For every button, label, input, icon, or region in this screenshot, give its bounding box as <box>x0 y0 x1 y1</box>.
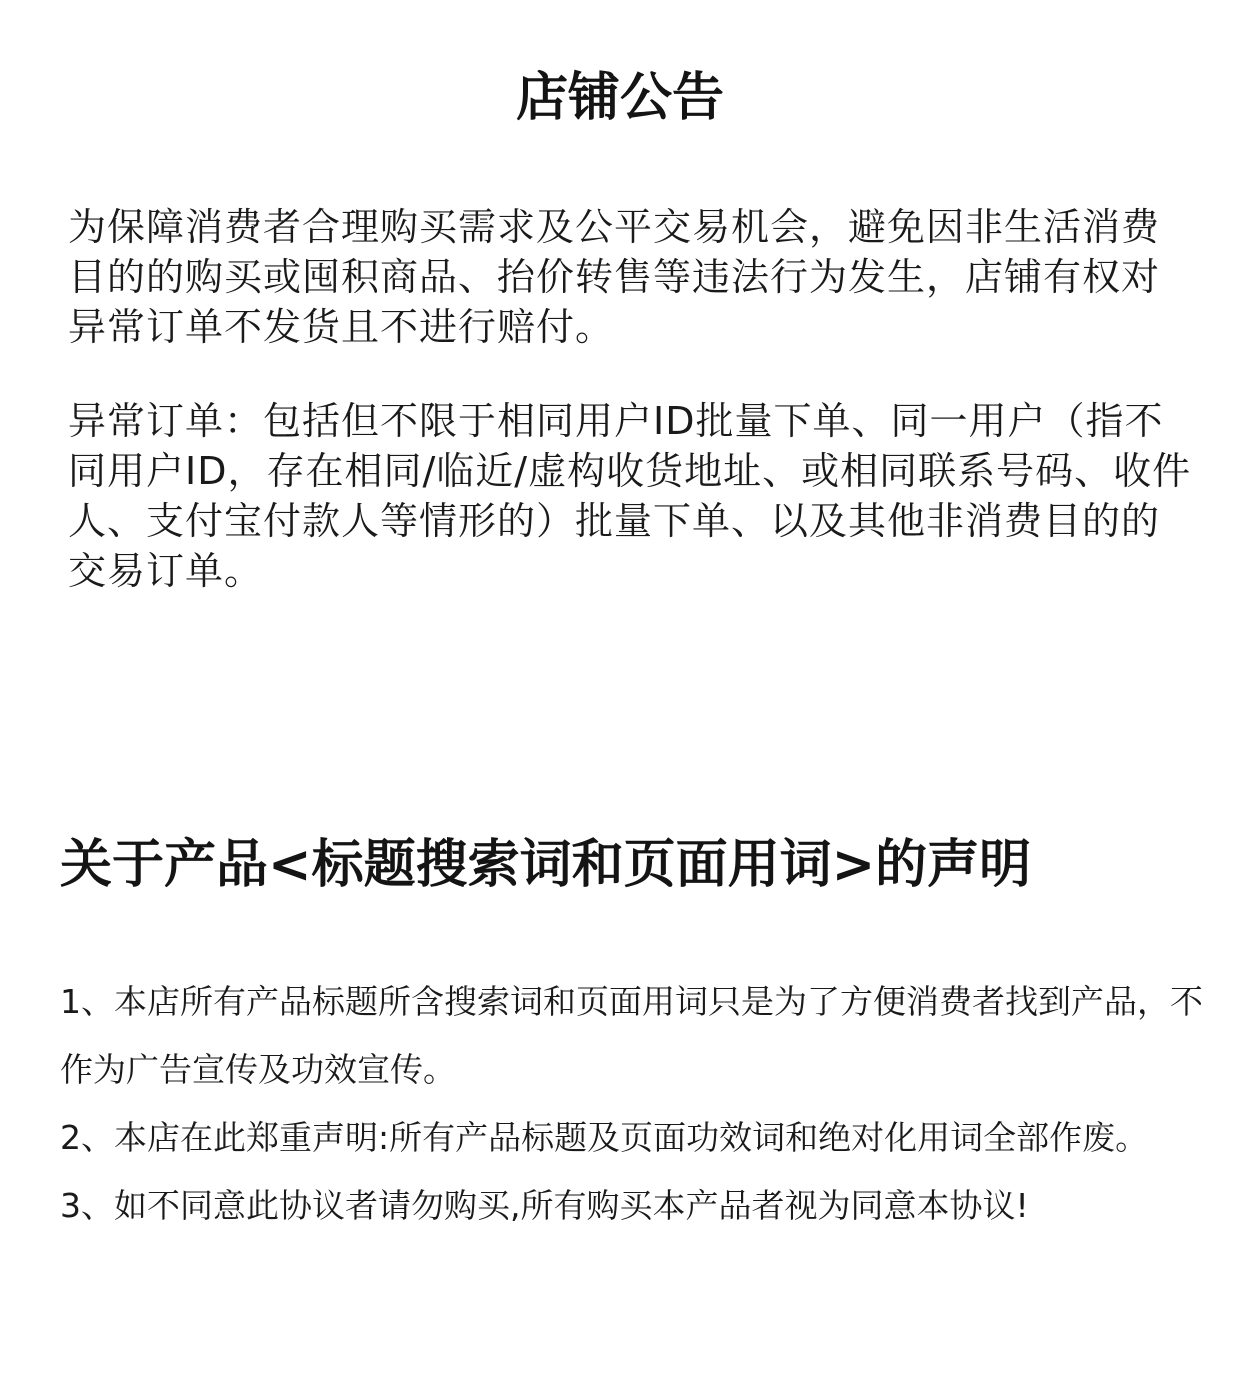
declaration-list <box>60 968 1220 1240</box>
notice-paragraph-purchase-policy: 为保障消费者合理购买需求及公平交易机会，避免因非生活消费目的的购买或囤积商品、抬价转售等违法行为发生，店铺有权对异常订单不发货且不进行赔付。 <box>68 205 1161 349</box>
declaration-item: 1、本店所有产品标题所含搜索词和页面用词只是为了方便消费者找到产品，不作为广告宣传及功效宣传。 <box>60 982 1203 1089</box>
declaration-item: 2、本店在此郑重声明:所有产品标题及页面功效词和绝对化用词全部作废。 <box>60 1118 1149 1157</box>
declaration-title: 关于产品<标题搜索词和页面用词>的声明 <box>60 835 1032 895</box>
notice-paragraph-abnormal-orders: 异常订单：包括但不限于相同用户ID批量下单、同一用户（指不同用户ID，存在相同/临近/虚构收货地址、或相同联系号码、收件人、支付宝付款人等情形的）批量下单、以及其他非消费目的的交易订单。 <box>68 399 1192 593</box>
declaration-item: 3、如不同意此协议者请勿购买,所有购买本产品者视为同意本协议! <box>60 1186 1029 1225</box>
store-notice-title: 店铺公告 <box>515 68 724 128</box>
